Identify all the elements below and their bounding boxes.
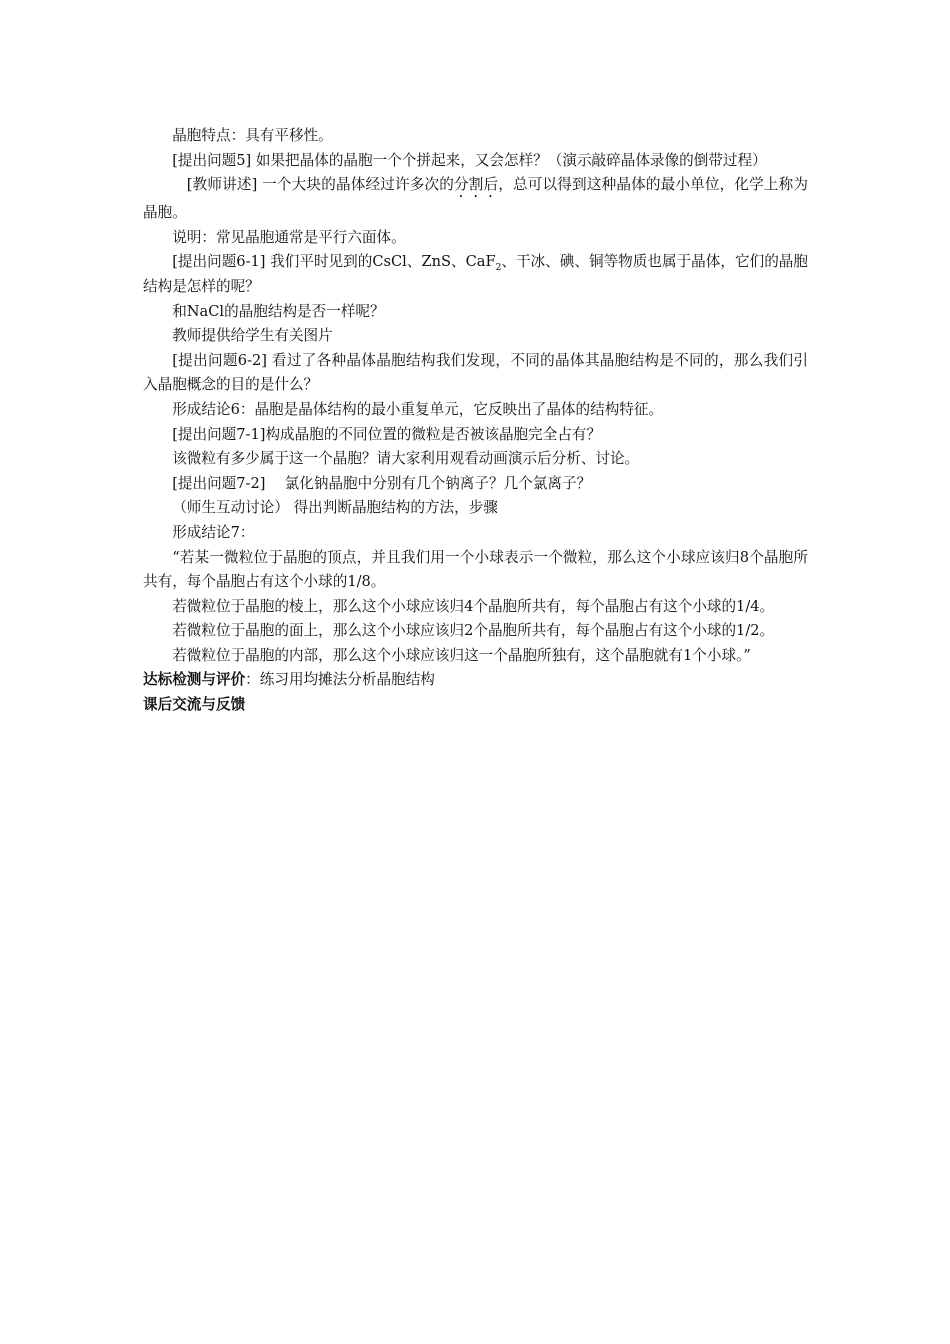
document-page: [143, 124, 808, 718]
paragraph-nacl-compare: 和NaCl的晶胞结构是否一样呢？: [172, 302, 385, 320]
emphasized-text: 分割后: [454, 176, 499, 194]
paragraph-face-rule: 若微粒位于晶胞的面上，那么这个小球应该归2个晶胞所共有，每个晶胞占有这个小球的1/2。: [172, 622, 775, 640]
paragraph-unit-cell-feature: 晶胞特点：具有平移性。: [172, 127, 333, 144]
subscript-2: 2: [495, 263, 502, 274]
paragraph-teacher-images: 教师提供给学生有关图片: [172, 327, 333, 345]
assessment-text: ：练习用均摊法分析晶胞结构: [245, 671, 435, 689]
paragraph-vertex-rule: “若某一微粒位于晶胞的顶点，并且我们用一个小球表示一个微粒，那么这个小球应该归8个晶胞所共有，每个晶胞占有这个小球的1/8。: [143, 548, 808, 591]
paragraph-particle-share: 该微粒有多少属于这一个晶胞？请大家利用观看动画演示后分析、讨论。: [172, 450, 640, 468]
paragraph-teacher-explanation: [143, 173, 808, 226]
paragraph-conclusion-6: 形成结论6：晶胞是晶体结构的最小重复单元，它反映出了晶体的结构特征。: [172, 400, 664, 418]
question-6-1-text-a: [提出问题6-1] 我们平时见到的CsCl、ZnS、CaF: [172, 253, 496, 271]
paragraph-question-7-1: [提出问题7-1]构成晶胞的不同位置的微粒是否被该晶胞完全占有？: [172, 425, 602, 443]
paragraph-question-5: [提出问题5] 如果把晶体的晶胞一个个拼起来，又会怎样？（演示敲碎晶体录像的倒带过程）: [172, 151, 767, 169]
question-6-1-text-b: 、干冰、碘、铜等物质也属于晶体，它们的晶胞结构是怎样的呢？: [143, 253, 808, 295]
paragraph-question-6-2: [提出问题6-2] 看过了各种晶体晶胞结构我们发现，不同的晶体其晶胞结构是不同的，那么我们引入晶胞概念的目的是什么？: [143, 351, 808, 394]
paragraph-question-6-1: [143, 250, 808, 299]
paragraph-edge-rule: 若微粒位于晶胞的棱上，那么这个小球应该归4个晶胞所共有，每个晶胞占有这个小球的1/4。: [172, 597, 775, 615]
paragraph-question-7-2: [提出问题7-2] 氯化钠晶胞中分别有几个钠离子？几个氯离子？: [172, 474, 592, 492]
paragraph-conclusion-7: 形成结论7：: [172, 523, 255, 541]
assessment-heading: 达标检测与评价: [143, 671, 246, 689]
teacher-explanation-text-b: ，总可以得到这种晶体的最小单位，化学上称为晶胞。: [143, 176, 808, 222]
section-feedback-heading: 课后交流与反馈: [143, 696, 246, 714]
section-assessment: [143, 668, 808, 693]
paragraph-discussion: （师生互动讨论） 得出判断晶胞结构的方法，步骤: [172, 499, 498, 517]
paragraph-note: 说明：常见晶胞通常是平行六面体。: [172, 228, 406, 246]
paragraph-interior-rule: 若微粒位于晶胞的内部，那么这个小球应该归这一个晶胞所独有，这个晶胞就有1个小球。”: [172, 646, 751, 664]
teacher-explanation-text-a: [教师讲述] 一个大块的晶体经过许多次的: [186, 176, 454, 194]
